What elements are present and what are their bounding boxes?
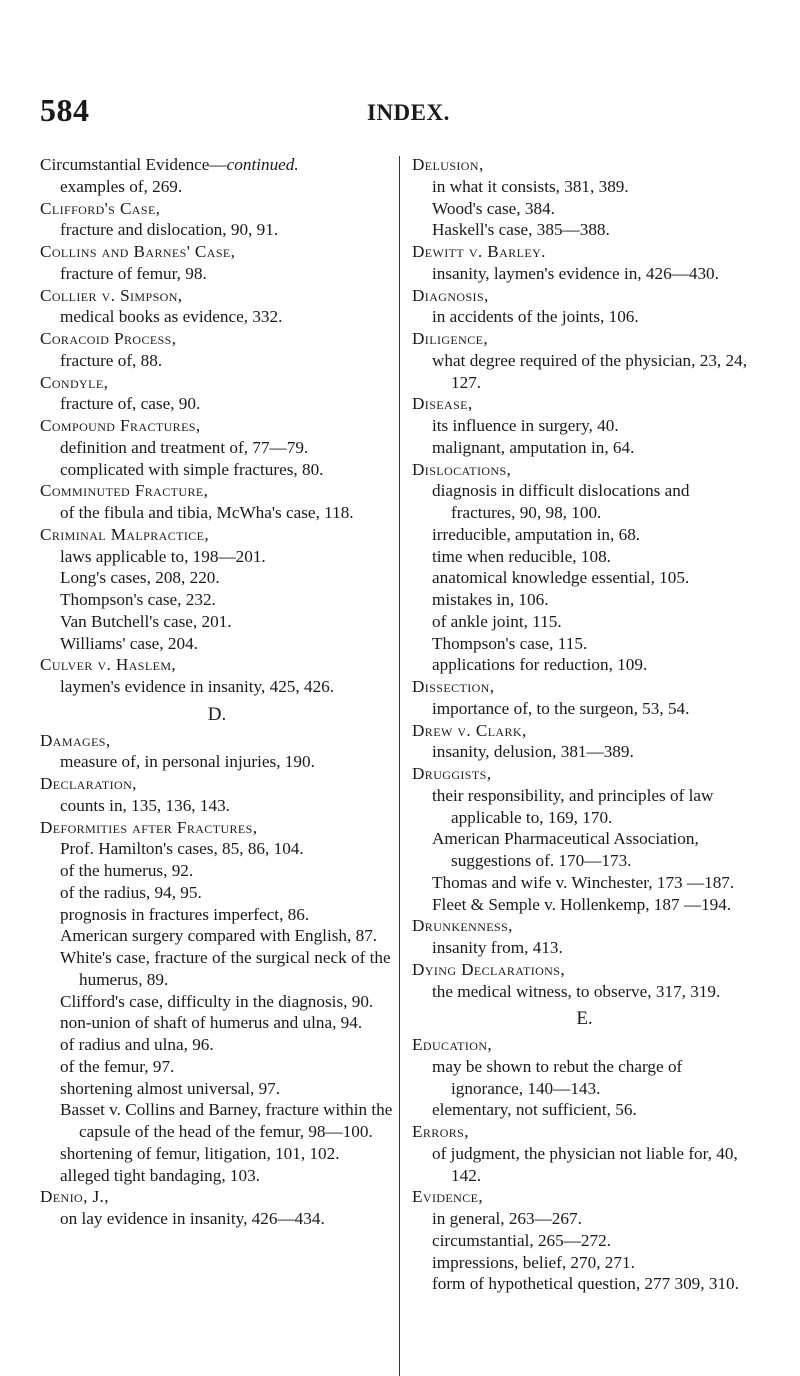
- index-subentry: impressions, belief, 270, 271.: [432, 1252, 635, 1272]
- index-subentry: of the femur, 97.: [60, 1056, 175, 1076]
- index-subentry: irreducible, amputation in, 68.: [432, 524, 641, 544]
- index-subentry: laymen's evidence in insanity, 425, 426.: [60, 677, 335, 696]
- index-heading: Disease,: [412, 394, 473, 414]
- index-heading: Druggists,: [412, 764, 492, 783]
- index-subentry: of ankle joint, 115.: [432, 611, 562, 631]
- page-header: [0, 92, 800, 132]
- index-subentry: mistakes in, 106.: [432, 590, 549, 609]
- index-subentry: Wood's case, 384.: [432, 198, 555, 218]
- index-heading: Errors,: [412, 1122, 469, 1141]
- index-subentry: shortening of femur, litigation, 101, 102.: [60, 1143, 340, 1163]
- index-subentry: prognosis in fractures imperfect, 86.: [60, 904, 310, 924]
- index-heading: Diligence,: [412, 329, 489, 348]
- index-subentry: anatomical knowledge essential, 105.: [432, 568, 690, 588]
- index-subentry: laws applicable to, 198—201.: [60, 546, 266, 566]
- index-subentry: Haskell's case, 385—388.: [432, 220, 610, 240]
- index-heading: Compound Fractures,: [40, 416, 201, 435]
- index-subentry: of the radius, 94, 95.: [60, 882, 202, 902]
- index-subentry: fracture of, 88.: [60, 350, 163, 370]
- index-heading: Condyle,: [40, 372, 109, 392]
- index-subentry: examples of, 269.: [60, 176, 183, 196]
- index-subentry: Long's cases, 208, 220.: [60, 568, 220, 588]
- index-heading: Dying Declarations,: [412, 959, 566, 979]
- index-subentry: shortening almost universal, 97.: [60, 1078, 281, 1098]
- index-subentry: its influence in surgery, 40.: [432, 416, 619, 435]
- index-subentry: what degree required of the physician, 23, 24, 127.: [432, 350, 747, 392]
- index-heading: Culver v. Haslem,: [40, 655, 177, 675]
- index-heading: Evidence,: [412, 1187, 484, 1207]
- index-heading: Dissection,: [412, 677, 495, 696]
- index-subentry: non-union of shaft of humerus and ulna, 94.: [60, 1013, 363, 1033]
- index-subentry: Clifford's case, difficulty in the diagnosis, 90.: [60, 991, 374, 1011]
- index-subentry: fracture of femur, 98.: [60, 263, 207, 283]
- section-letter: E.: [576, 1008, 593, 1030]
- index-heading: Collins and Barnes' Case,: [40, 242, 236, 261]
- index-subentry: American Pharmaceutical Association, suggestions of. 170—173.: [432, 829, 699, 870]
- column-divider: [399, 156, 400, 1376]
- index-subentry: in accidents of the joints, 106.: [432, 307, 639, 327]
- index-subentry: definition and treatment of, 77—79.: [60, 437, 309, 457]
- index-subentry: American surgery compared with English, 87.: [60, 926, 378, 946]
- index-subentry: medical books as evidence, 332.: [60, 307, 283, 327]
- index-heading: Dislocations,: [412, 459, 512, 479]
- index-subentry: Prof. Hamilton's cases, 85, 86, 104.: [60, 839, 304, 859]
- index-subentry: fracture of, case, 90.: [60, 394, 201, 414]
- index-heading: Drunkenness,: [412, 916, 513, 936]
- index-heading: Coracoid Process,: [40, 329, 177, 348]
- index-heading: Comminuted Fracture,: [40, 481, 209, 501]
- index-subentry: fracture and dislocation, 90, 91.: [60, 220, 279, 240]
- index-column-right: [412, 154, 757, 1295]
- index-subentry: of the humerus, 92.: [60, 861, 194, 880]
- index-subentry: diagnosis in difficult dislocations and fractures, 90, 98, 100.: [432, 481, 690, 522]
- index-subentry: in general, 263—267.: [432, 1209, 582, 1228]
- index-subentry: applications for reduction, 109.: [432, 655, 648, 675]
- index-heading: Collier v. Simpson,: [40, 285, 183, 305]
- index-subentry: Thomas and wife v. Winchester, 173 —187.: [432, 872, 735, 892]
- page-number: 584: [40, 92, 90, 128]
- index-subentry: time when reducible, 108.: [432, 546, 611, 566]
- index-subentry: White's case, fracture of the surgical neck of the humerus, 89.: [60, 948, 391, 989]
- index-subentry: elementary, not sufficient, 56.: [432, 1100, 637, 1120]
- section-letter: D.: [207, 703, 227, 725]
- index-subentry: on lay evidence in insanity, 426—434.: [60, 1209, 325, 1228]
- index-subentry: of radius and ulna, 96.: [60, 1035, 214, 1054]
- index-subentry: form of hypothetical question, 277 309, 310.: [432, 1274, 739, 1294]
- index-subentry: Thompson's case, 115.: [432, 633, 588, 653]
- index-heading: Clifford's Case,: [40, 198, 161, 218]
- index-heading: Delusion,: [412, 155, 484, 174]
- index-subentry: Basset v. Collins and Barney, fracture within the capsule of the head of the femur, 98—100.: [60, 1100, 393, 1141]
- index-subentry: measure of, in personal injuries, 190.: [60, 752, 315, 772]
- index-subentry: insanity, delusion, 381—389.: [432, 742, 634, 762]
- index-heading: Drew v. Clark,: [412, 720, 527, 740]
- index-subentry: insanity from, 413.: [432, 938, 563, 957]
- index-subentry: their responsibility, and principles of law applicable to, 169, 170.: [432, 785, 714, 827]
- index-subentry: complicated with simple fractures, 80.: [60, 459, 324, 479]
- index-subentry: may be shown to rebut the charge of ignorance, 140—143.: [432, 1056, 683, 1098]
- index-subentry: circumstantial, 265—272.: [432, 1230, 612, 1250]
- index-subentry: in what it consists, 381, 389.: [432, 176, 629, 196]
- index-subentry: importance of, to the surgeon, 53, 54.: [432, 698, 690, 718]
- index-heading: Criminal Malpractice,: [40, 524, 210, 544]
- index-heading: Circumstantial Evidence—continued.: [40, 155, 299, 174]
- index-subentry: Thompson's case, 232.: [60, 590, 216, 609]
- index-subentry: counts in, 135, 136, 143.: [60, 795, 230, 815]
- index-heading: Dewitt v. Barley.: [412, 242, 546, 261]
- index-subentry: Van Butchell's case, 201.: [60, 611, 232, 631]
- index-subentry: Williams' case, 204.: [60, 633, 198, 653]
- index-subentry: insanity, laymen's evidence in, 426—430.: [432, 263, 719, 283]
- index-subentry: of the fibula and tibia, McWha's case, 118.: [60, 503, 354, 522]
- running-head: INDEX.: [367, 100, 450, 125]
- index-subentry: malignant, amputation in, 64.: [432, 437, 635, 457]
- index-heading: Denio, J.,: [40, 1187, 109, 1207]
- index-heading: Education,: [412, 1035, 493, 1054]
- index-heading: Damages,: [40, 730, 111, 750]
- index-subentry: the medical witness, to observe, 317, 319.: [432, 981, 721, 1001]
- index-column-left: [40, 154, 394, 1230]
- index-heading: Deformities after Fractures,: [40, 817, 258, 837]
- index-subentry: Fleet & Semple v. Hollenkemp, 187 —194.: [432, 894, 732, 914]
- index-heading: Diagnosis,: [412, 285, 489, 305]
- index-subentry: alleged tight bandaging, 103.: [60, 1165, 260, 1185]
- index-subentry: of judgment, the physician not liable for, 40, 142.: [432, 1143, 738, 1185]
- index-heading: Declaration,: [40, 774, 137, 793]
